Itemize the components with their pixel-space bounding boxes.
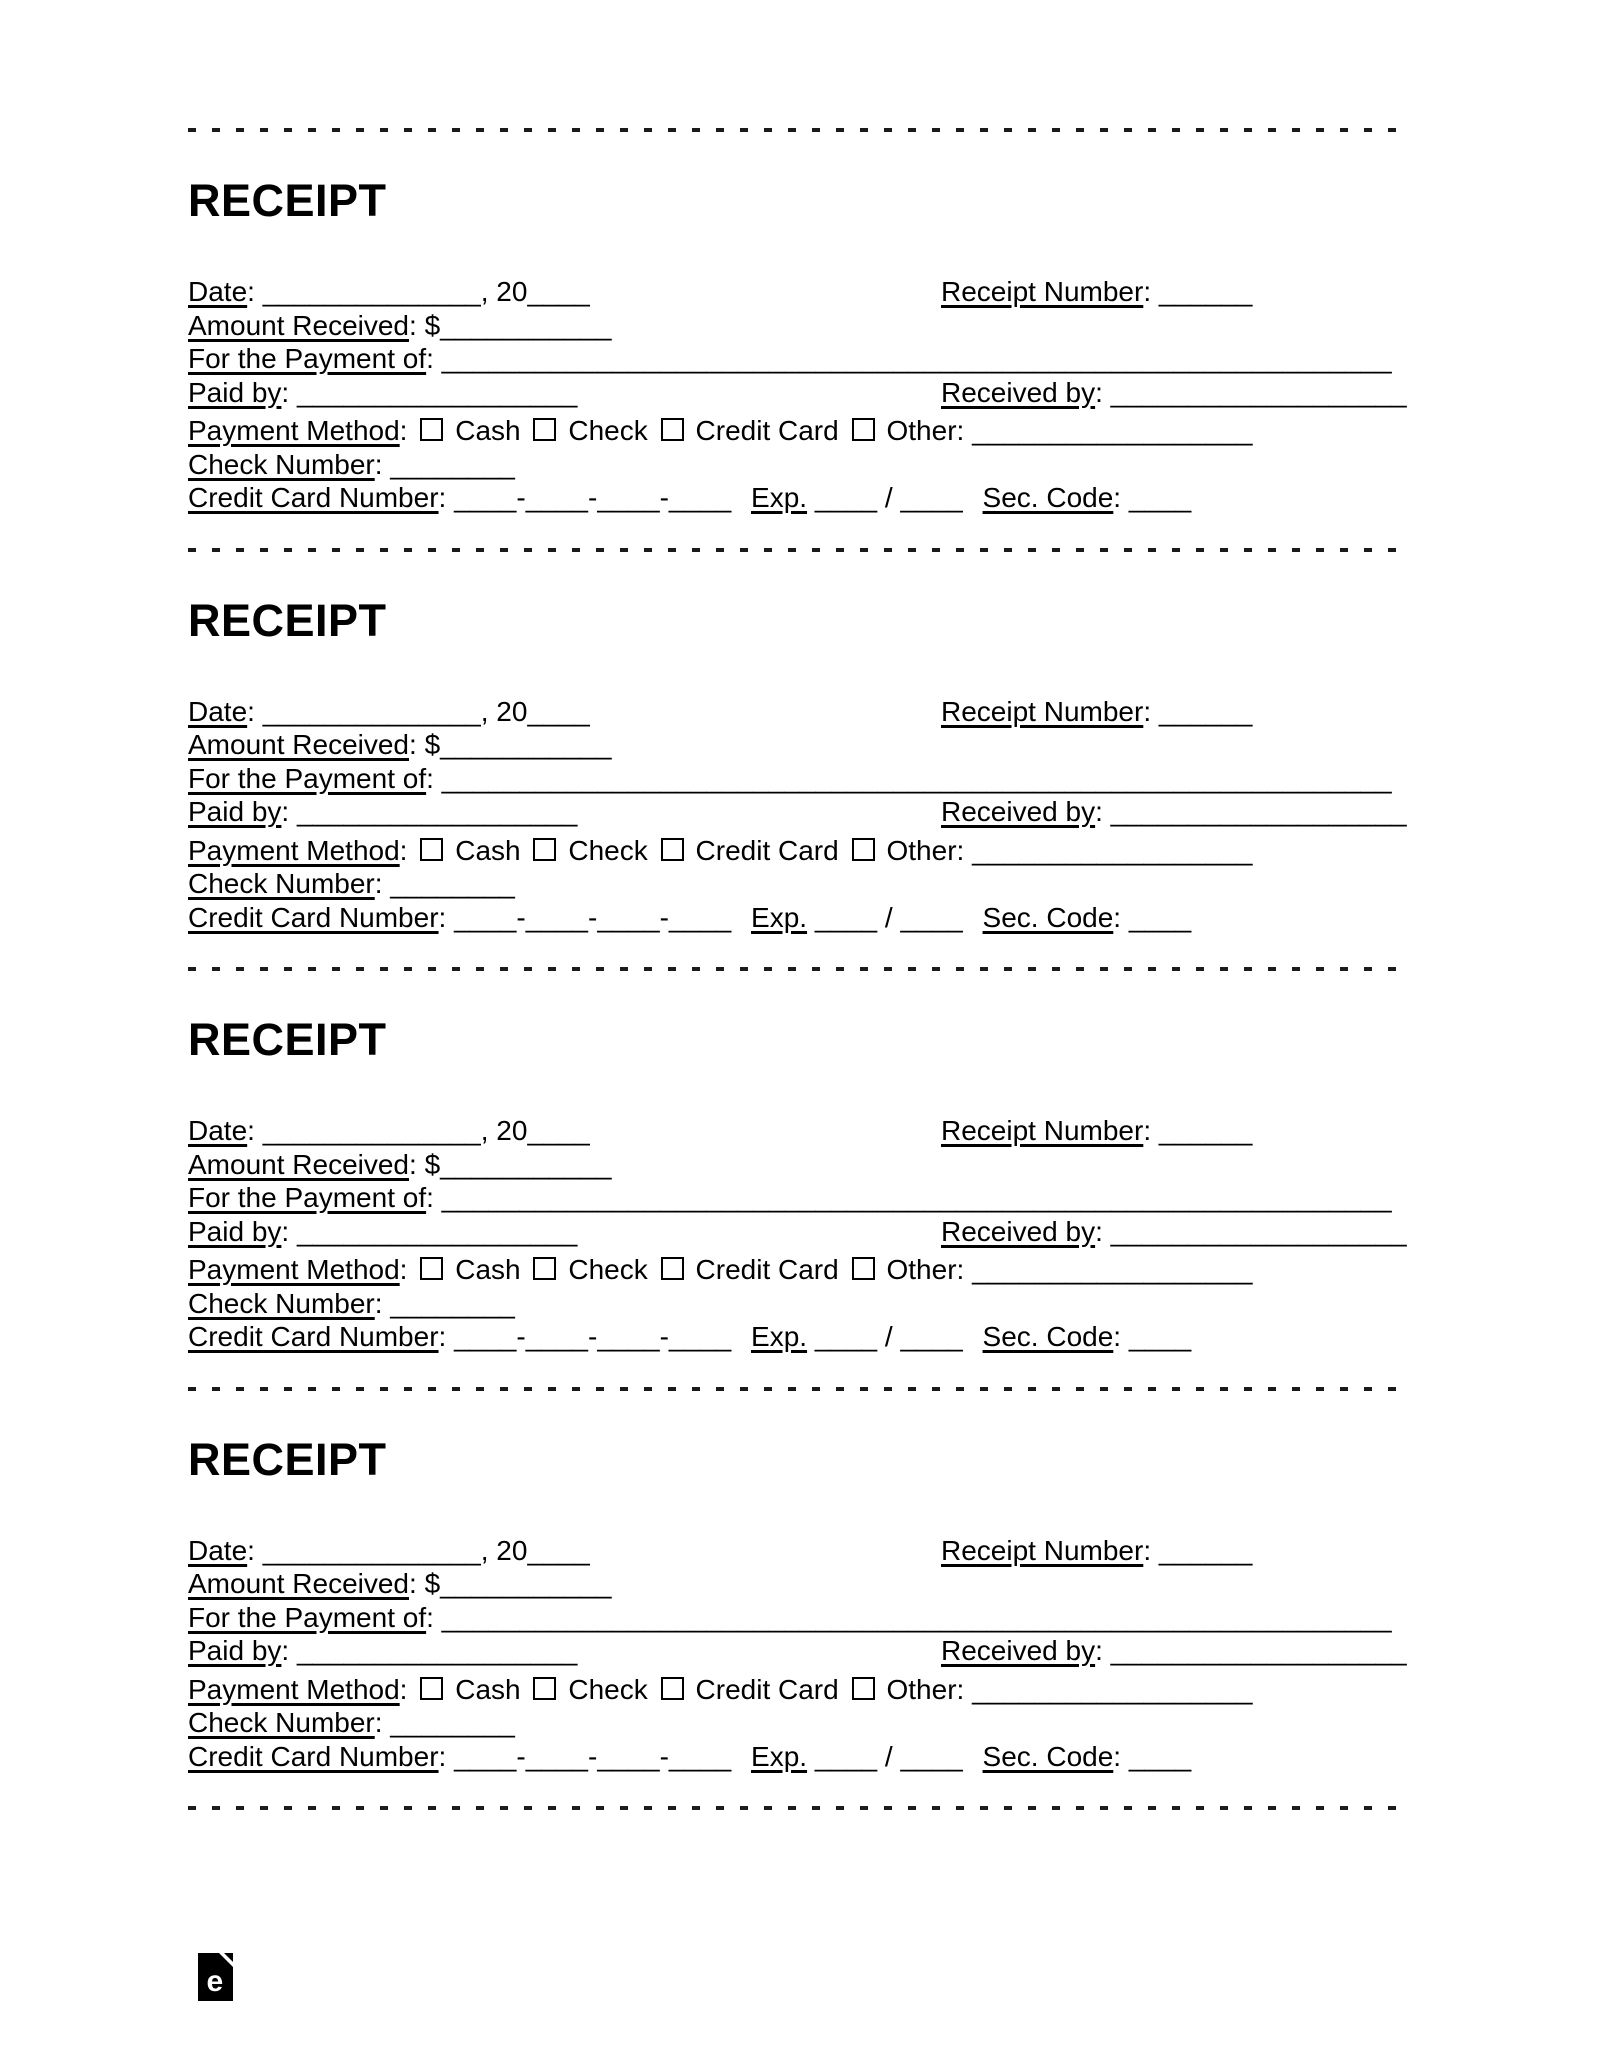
receipt-block: [188, 1014, 1408, 1354]
credit-card-row: [188, 1740, 1408, 1774]
credit-card-label: Credit Card Number:: [188, 1740, 447, 1772]
checkbox-icon: [420, 1677, 443, 1700]
credit-card-label: Credit Card Number:: [188, 901, 447, 933]
option-other: Other:: [847, 1674, 965, 1705]
checkbox-icon: [420, 838, 443, 861]
receipt-fields: [188, 275, 1408, 515]
option-other: Other:: [847, 835, 965, 866]
payment-method-label: Payment Method:: [188, 834, 408, 866]
amount-row: [188, 1567, 1408, 1601]
check-number-row: [188, 867, 1408, 901]
credit-card-blank-line: ____-____-____-____: [454, 901, 732, 933]
year-blank-line: ____: [527, 695, 590, 727]
paid-by-blank-line: __________________: [296, 1215, 578, 1247]
year-prefix: , 20: [480, 1534, 528, 1566]
date-label: Date:: [188, 695, 255, 727]
sec-code-blank-line: ____: [1128, 482, 1192, 513]
paid-by-label: Paid by:: [188, 796, 290, 827]
received-by-field: Received by: ___________________: [941, 796, 1407, 827]
paid-by-row: [188, 795, 1408, 829]
payment-method-row: [188, 1253, 1408, 1287]
receipt-number-field: Receipt Number: ______: [941, 1534, 1253, 1566]
received-by-blank-line: ___________________: [1110, 1635, 1407, 1666]
receipt-block: [188, 175, 1408, 515]
year-prefix: , 20: [480, 1115, 528, 1146]
receipt-number-field: Receipt Number: ______: [941, 276, 1253, 307]
credit-card-blank-line: ____-____-____-____: [454, 1740, 732, 1772]
received-by-field: Received by: ___________________: [941, 1635, 1407, 1666]
amount-blank-line: ___________: [440, 1568, 612, 1599]
other-blank-line: __________________: [972, 1254, 1253, 1285]
receipt-number-blank-line: ______: [1158, 1534, 1253, 1566]
checkbox-icon: [420, 1257, 443, 1280]
dollar-sign: $: [424, 729, 441, 760]
payment-of-blank-line: _____________________________________________________________: [441, 343, 1392, 374]
check-number-blank-line: ________: [390, 448, 515, 480]
received-by-blank-line: ___________________: [1110, 796, 1407, 827]
amount-label: Amount Received:: [188, 729, 417, 760]
logo-letter: e: [206, 1965, 224, 1998]
check-number-row: [188, 448, 1408, 482]
sec-code-label: Sec. Code:: [982, 482, 1122, 513]
exp-slash: /: [884, 482, 893, 513]
payment-of-row: [188, 762, 1408, 796]
receipt-title: RECEIPT: [188, 594, 387, 646]
exp-slash: /: [884, 1740, 893, 1772]
option-check: Check: [528, 835, 647, 866]
exp-blank-line-2: ____: [900, 1321, 963, 1352]
paid-by-label: Paid by:: [188, 1635, 290, 1666]
exp-slash: /: [884, 1321, 893, 1352]
checkbox-icon: [661, 418, 684, 441]
payment-of-blank-line: _____________________________________________________________: [441, 762, 1392, 794]
dollar-sign: $: [424, 309, 441, 341]
exp-label: Exp.: [751, 482, 808, 513]
option-cash: Cash: [415, 415, 520, 446]
receipt-block: [188, 1433, 1408, 1774]
payment-of-label: For the Payment of:: [188, 1601, 434, 1633]
other-blank-line: __________________: [972, 415, 1253, 446]
year-blank-line: ____: [527, 276, 590, 307]
receipt-number-field: Receipt Number: ______: [941, 695, 1253, 727]
date-blank-line: ______________: [262, 695, 481, 727]
receipt-number-blank-line: ______: [1158, 695, 1253, 727]
receipt-fields: [188, 1534, 1408, 1774]
option-cash: Cash: [415, 1674, 520, 1705]
date-row: [188, 1534, 1408, 1568]
checkbox-icon: [661, 1677, 684, 1700]
other-blank-line: __________________: [972, 834, 1253, 866]
option-credit-card: Credit Card: [656, 1674, 839, 1705]
exp-blank-line-1: ____: [814, 901, 878, 933]
receipt-block: [188, 594, 1408, 935]
sec-code-blank-line: ____: [1128, 901, 1192, 933]
receipt-title: RECEIPT: [188, 175, 387, 226]
payment-of-row: [188, 1181, 1408, 1215]
received-by-field: Received by: ___________________: [941, 1215, 1407, 1247]
date-label: Date:: [188, 276, 255, 307]
credit-card-row: [188, 481, 1408, 515]
exp-blank-line-2: ____: [900, 1740, 963, 1772]
amount-row: [188, 1148, 1408, 1182]
amount-blank-line: ___________: [440, 309, 612, 341]
option-credit-card: Credit Card: [656, 1254, 839, 1285]
paid-by-label: Paid by:: [188, 1215, 290, 1247]
year-blank-line: ____: [527, 1534, 590, 1566]
date-blank-line: ______________: [262, 1534, 481, 1566]
exp-label: Exp.: [751, 901, 808, 933]
exp-blank-line-1: ____: [814, 1321, 878, 1352]
option-check: Check: [528, 1674, 647, 1705]
dashed-separator: [188, 548, 1398, 552]
check-number-label: Check Number:: [188, 448, 383, 480]
credit-card-row: [188, 1320, 1408, 1354]
paid-by-blank-line: __________________: [296, 1635, 578, 1666]
credit-card-label: Credit Card Number:: [188, 1321, 447, 1352]
eforms-logo: [198, 1953, 233, 2001]
check-number-label: Check Number:: [188, 868, 383, 899]
option-other: Other:: [847, 1254, 965, 1285]
receipt-title: RECEIPT: [188, 1433, 387, 1485]
payment-method-row: [188, 1673, 1408, 1707]
dollar-sign: $: [424, 1148, 441, 1180]
receipt-number-blank-line: ______: [1158, 1115, 1253, 1146]
payment-method-label: Payment Method:: [188, 1673, 408, 1705]
paid-by-blank-line: __________________: [296, 796, 578, 827]
credit-card-blank-line: ____-____-____-____: [454, 482, 732, 513]
exp-blank-line-1: ____: [814, 482, 878, 513]
check-number-row: [188, 1287, 1408, 1321]
check-number-row: [188, 1706, 1408, 1740]
amount-blank-line: ___________: [440, 729, 612, 760]
year-prefix: , 20: [480, 276, 528, 307]
amount-label: Amount Received:: [188, 1148, 417, 1180]
credit-card-row: [188, 901, 1408, 935]
payment-method-row: [188, 834, 1408, 868]
checkbox-icon: [852, 838, 875, 861]
date-blank-line: ______________: [262, 1115, 481, 1146]
amount-row: [188, 728, 1408, 762]
credit-card-label: Credit Card Number:: [188, 482, 447, 513]
paid-by-row: [188, 1215, 1408, 1249]
date-label: Date:: [188, 1115, 255, 1146]
sec-code-blank-line: ____: [1128, 1740, 1192, 1772]
checkbox-icon: [852, 1257, 875, 1280]
payment-of-label: For the Payment of:: [188, 1182, 434, 1213]
checkbox-icon: [661, 838, 684, 861]
checkbox-icon: [661, 1257, 684, 1280]
option-credit-card: Credit Card: [656, 835, 839, 866]
exp-label: Exp.: [751, 1321, 808, 1352]
other-blank-line: __________________: [972, 1673, 1253, 1705]
check-number-blank-line: ________: [390, 1287, 515, 1319]
option-cash: Cash: [415, 835, 520, 866]
sec-code-blank-line: ____: [1128, 1321, 1192, 1352]
receipt-fields: [188, 1114, 1408, 1354]
checkbox-icon: [852, 418, 875, 441]
payment-of-row: [188, 342, 1408, 376]
sec-code-label: Sec. Code:: [982, 901, 1122, 933]
year-blank-line: ____: [527, 1115, 590, 1146]
payment-method-label: Payment Method:: [188, 415, 408, 446]
receipt-fields: [188, 695, 1408, 935]
check-number-label: Check Number:: [188, 1287, 383, 1319]
checkbox-icon: [420, 418, 443, 441]
year-prefix: , 20: [480, 695, 528, 727]
check-number-label: Check Number:: [188, 1707, 383, 1738]
payment-method-row: [188, 414, 1408, 448]
checkbox-icon: [533, 418, 556, 441]
option-check: Check: [528, 1254, 647, 1285]
checkbox-icon: [852, 1677, 875, 1700]
receipt-number-field: Receipt Number: ______: [941, 1115, 1253, 1146]
option-other: Other:: [847, 415, 965, 446]
checkbox-icon: [533, 838, 556, 861]
paid-by-blank-line: __________________: [296, 376, 578, 408]
received-by-blank-line: ___________________: [1110, 376, 1407, 408]
receipt-number-blank-line: ______: [1158, 276, 1253, 307]
page-content: [188, 128, 1408, 1810]
sec-code-label: Sec. Code:: [982, 1740, 1122, 1772]
option-credit-card: Credit Card: [656, 415, 839, 446]
paid-by-label: Paid by:: [188, 376, 290, 408]
exp-slash: /: [884, 901, 893, 933]
option-check: Check: [528, 415, 647, 446]
dashed-separator: [188, 1806, 1398, 1810]
amount-row: [188, 309, 1408, 343]
amount-label: Amount Received:: [188, 1568, 417, 1599]
dashed-separator: [188, 128, 1398, 132]
paid-by-row: [188, 1634, 1408, 1668]
date-row: [188, 695, 1408, 729]
check-number-blank-line: ________: [390, 1707, 515, 1738]
payment-of-blank-line: _____________________________________________________________: [441, 1601, 1392, 1633]
date-label: Date:: [188, 1534, 255, 1566]
date-row: [188, 275, 1408, 309]
payment-of-label: For the Payment of:: [188, 762, 434, 794]
amount-label: Amount Received:: [188, 309, 417, 341]
amount-blank-line: ___________: [440, 1148, 612, 1180]
payment-of-blank-line: _____________________________________________________________: [441, 1182, 1392, 1213]
receipt-title: RECEIPT: [188, 1014, 387, 1065]
check-number-blank-line: ________: [390, 868, 515, 899]
payment-method-label: Payment Method:: [188, 1254, 408, 1285]
dashed-separator: [188, 1387, 1398, 1391]
payment-of-row: [188, 1601, 1408, 1635]
dashed-separator: [188, 967, 1398, 971]
exp-label: Exp.: [751, 1740, 808, 1772]
sec-code-label: Sec. Code:: [982, 1321, 1122, 1352]
checkbox-icon: [533, 1257, 556, 1280]
exp-blank-line-1: ____: [814, 1740, 878, 1772]
date-row: [188, 1114, 1408, 1148]
option-cash: Cash: [415, 1254, 520, 1285]
date-blank-line: ______________: [262, 276, 481, 307]
received-by-blank-line: ___________________: [1110, 1215, 1407, 1247]
exp-blank-line-2: ____: [900, 482, 963, 513]
dollar-sign: $: [424, 1568, 441, 1599]
credit-card-blank-line: ____-____-____-____: [454, 1321, 732, 1352]
payment-of-label: For the Payment of:: [188, 343, 434, 374]
checkbox-icon: [533, 1677, 556, 1700]
exp-blank-line-2: ____: [900, 901, 963, 933]
received-by-field: Received by: ___________________: [941, 376, 1407, 408]
paid-by-row: [188, 376, 1408, 410]
